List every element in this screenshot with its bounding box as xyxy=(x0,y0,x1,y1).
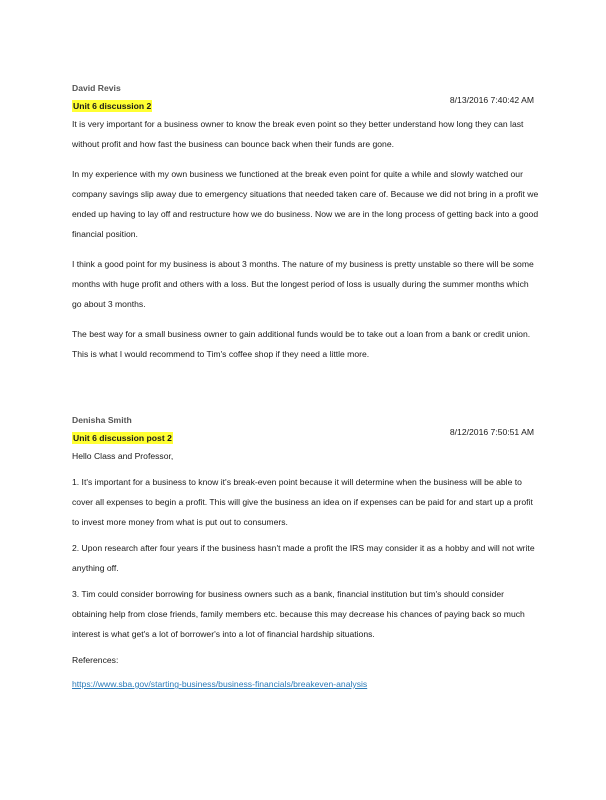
post-paragraph: 3. Tim could consider borrowing for business owners such as a bank, financial institution but tim's should consider obtaining help from close friends, family members etc. because this may decrease his chances of paying back so much interest is what get's a lot of borrower's into a lot of financial hardship situations. xyxy=(72,589,525,639)
post-paragraph: It is very important for a business owner to know the break even point so they better understand how long they can last without profit and how fast the business can bounce back when their funds are gone. xyxy=(72,119,524,149)
post-paragraph: 2. Upon research after four years if the business hasn't made a profit the IRS may consider it as a hobby and will not write anything off. xyxy=(72,543,535,573)
post-paragraph: I think a good point for my business is about 3 months. The nature of my business is pretty unstable so there will be some months with huge profit and others with a loss. But the longest period of loss is usually during the summer months which go about 3 months. xyxy=(72,259,534,309)
discussion-post xyxy=(72,414,540,694)
discussion-post xyxy=(72,82,540,364)
post-author: David Revis xyxy=(72,83,121,93)
post-timestamp: 8/12/2016 7:50:51 AM xyxy=(449,427,534,437)
post-author: Denisha Smith xyxy=(72,415,132,425)
reference-link[interactable]: https://www.sba.gov/starting-business/business-financials/breakeven-analysis xyxy=(72,679,368,689)
post-subject: Unit 6 discussion post 2 xyxy=(73,433,172,443)
post-timestamp: 8/13/2016 7:40:42 AM xyxy=(449,95,534,105)
references-label: References: xyxy=(72,655,119,665)
post-greeting: Hello Class and Professor, xyxy=(72,451,174,461)
post-paragraph: In my experience with my own business we functioned at the break even point for quite a while and slowly watched our company savings slip away due to emergency situations that needed taken care of. Because we did not bring in a profit we ended up having to lay off and restructure how we do business. Now we are in the long process of getting back into a good financial position. xyxy=(72,169,539,239)
post-subject: Unit 6 discussion 2 xyxy=(73,101,152,111)
post-paragraph: 1. It's important for a business to know it's break-even point because it will determine when the business will be able to cover all expenses to begin a profit. This will give the business an idea on if expenses can be paid for and start up a profit to invest more money from what is put out to consumers. xyxy=(72,477,533,527)
post-paragraph: The best way for a small business owner to gain additional funds would be to take out a loan from a bank or credit union. This is what I would recommend to Tim's coffee shop if they need a little more. xyxy=(72,329,531,359)
